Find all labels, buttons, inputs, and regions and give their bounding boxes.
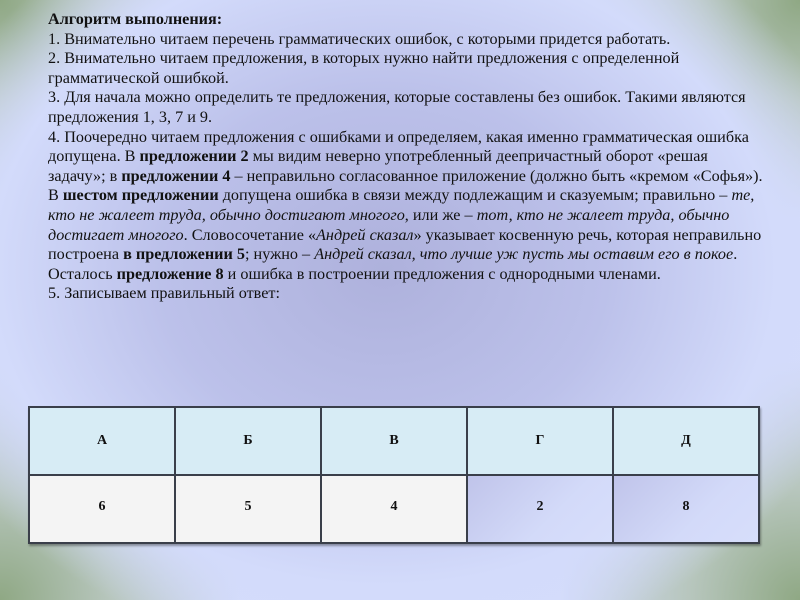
header-cell-v: В — [321, 407, 467, 475]
value-b: 5 — [244, 499, 252, 514]
step-4-bold-sentence-4: предложении 4 — [121, 166, 231, 185]
value-cell-g — [467, 475, 613, 543]
value-cell-d — [613, 475, 759, 543]
step-4-italic-correction-3: Андрей сказал, что лучше уж пусть мы оставим его в покое — [314, 245, 734, 264]
value-d: 8 — [682, 499, 690, 514]
step-4-italic-phrase: Андрей сказал — [316, 225, 414, 244]
step-3: 3. Для начала можно определить те предложения, которые составлены без ошибок. Такими являются предложения 1, 3, 7 и 9. — [48, 88, 746, 126]
step-2: 2. Внимательно читаем предложения, в которых нужно найти предложения с определенной грамматической ошибкой. — [48, 49, 680, 87]
step-4-text: мы видим неверно употребленный деепричастный оборот «решая задачу»; в — [48, 147, 708, 185]
step-5: 5. Записываем правильный ответ: — [48, 284, 280, 303]
header-cell-b: Б — [175, 407, 321, 475]
step-4-text: » указывает косвенную речь, которая неправильно построена — [48, 225, 762, 264]
answer-table — [28, 406, 760, 544]
step-4-text: . Осталось — [48, 245, 738, 283]
step-4-text: 4. Поочередно читаем предложения с ошибками и определяем, какая именно грамматическая ошибка допущена. В — [48, 127, 749, 166]
header-cell-d: Д — [613, 407, 759, 475]
step-4-bold-sentence-8: предложение 8 — [116, 264, 224, 283]
step-4-text: допущена ошибка в связи между подлежащим и сказуемым; правильно – — [218, 186, 732, 205]
step-4-bold-sentence-2: предложении 2 — [139, 147, 249, 166]
value-v: 4 — [390, 499, 398, 514]
step-4-italic-correction-1: те, кто не жалеет труда, обычно достигают многого — [48, 186, 755, 224]
value-g: 2 — [536, 499, 544, 514]
slide-title: Алгоритм выполнения: — [48, 10, 223, 28]
header-cell-g: Г — [467, 407, 613, 475]
step-4-text: . Словосочетание « — [183, 225, 317, 244]
step-4-italic-correction-2: тот, кто не жалеет труда, обычно достигает многого — [48, 205, 730, 244]
slide-content — [48, 10, 768, 304]
value-cell-v — [321, 475, 467, 543]
value-cell-a — [29, 475, 175, 543]
step-4-bold-sentence-5: в предложении 5 — [123, 245, 245, 264]
answer-table-value-row — [29, 475, 759, 543]
step-4-bold-sentence-6: шестом предложении — [62, 186, 219, 205]
step-1: 1. Внимательно читаем перечень грамматических ошибок, с которыми придется работать. — [48, 29, 671, 48]
step-4-text: , или же – — [404, 205, 477, 224]
step-4-text: – неправильно согласованное приложение (должно быть «кремом «Софья»). В — [48, 166, 763, 205]
header-cell-a: А — [29, 407, 175, 475]
answer-table-header-row — [29, 407, 759, 475]
step-4 — [48, 128, 768, 285]
step-4-text: ; нужно – — [244, 245, 315, 264]
value-a: 6 — [98, 499, 106, 514]
value-cell-b — [175, 475, 321, 543]
step-4-text: и ошибка в построении предложения с однородными членами. — [223, 264, 661, 283]
